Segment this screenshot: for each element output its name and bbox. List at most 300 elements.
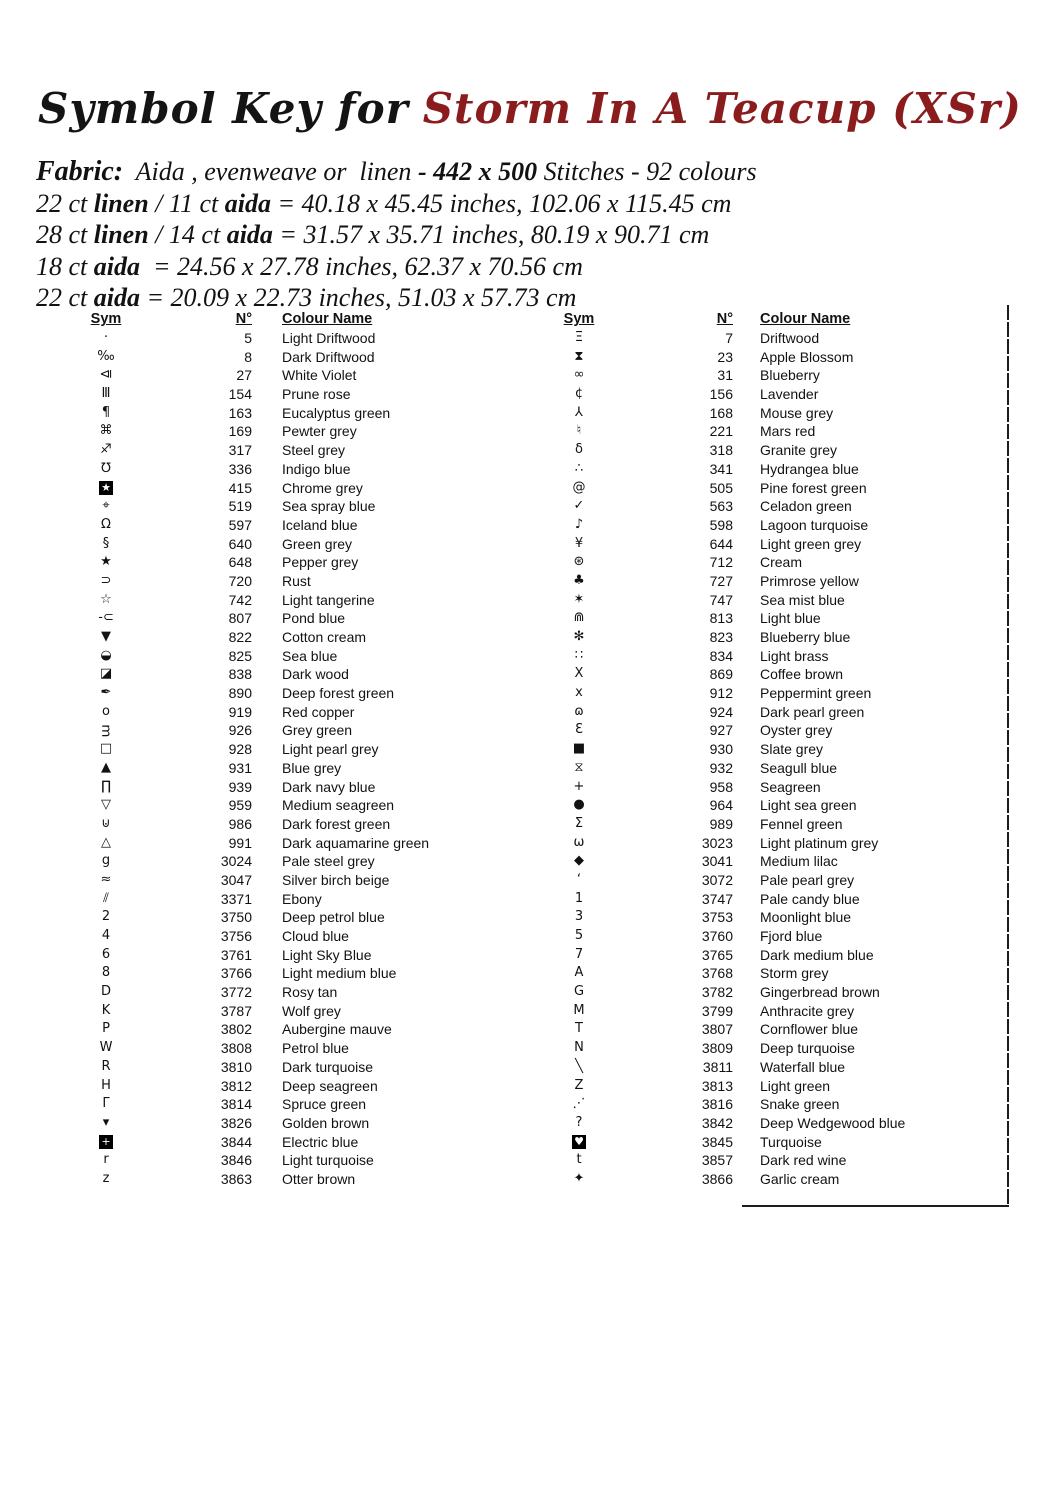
table-row <box>60 740 538 759</box>
fabric-text-segment: Stitches - 92 colours <box>537 157 757 186</box>
thread-number: 869 <box>709 666 733 683</box>
table-row <box>545 740 1007 759</box>
colour-name: Peppermint green <box>760 685 872 702</box>
stitch-symbol: ⌖ <box>102 498 110 514</box>
table-row <box>60 385 538 404</box>
thread-number: 23 <box>717 348 733 365</box>
thread-number: 3814 <box>220 1096 252 1113</box>
thread-number: 3766 <box>220 965 252 982</box>
thread-number: 168 <box>709 404 733 421</box>
stitch-symbol: △ <box>101 834 111 850</box>
thread-number: 318 <box>709 442 733 459</box>
stitch-symbol: G <box>573 984 585 1000</box>
table-row <box>545 1002 1007 1021</box>
colour-name: Indigo blue <box>282 460 351 477</box>
table-row <box>60 535 538 554</box>
thread-number: 3844 <box>220 1133 252 1150</box>
thread-number: 989 <box>709 815 733 832</box>
thread-number: 3845 <box>701 1133 733 1150</box>
table-row <box>60 479 538 498</box>
thread-number: 928 <box>228 741 252 758</box>
colour-name: Light turquoise <box>282 1152 374 1169</box>
thread-number: 505 <box>709 479 733 496</box>
stitch-symbol: ∴ <box>574 460 584 476</box>
colour-name: Storm grey <box>760 965 829 982</box>
thread-number: 156 <box>709 386 733 403</box>
thread-number: 7 <box>725 330 733 346</box>
table-row <box>60 703 538 722</box>
table-row <box>60 1170 538 1189</box>
stitch-symbol: N <box>574 1040 584 1056</box>
colour-name: Light Driftwood <box>282 330 376 346</box>
stitch-symbol: ♮ <box>576 423 582 439</box>
colour-name: White Violet <box>282 367 357 384</box>
colour-name: Cream <box>760 554 803 571</box>
stitch-symbol-inverted: ♥ <box>572 1135 586 1149</box>
fabric-text-segment: 22 ct <box>36 188 94 218</box>
table-header-right <box>545 310 1007 329</box>
stitch-symbol: ⋰ <box>572 1096 586 1112</box>
colour-name: Sea mist blue <box>760 591 845 608</box>
fabric-text-segment: linen <box>93 220 149 249</box>
table-row <box>545 759 1007 778</box>
table-row <box>60 927 538 946</box>
colour-name: Deep petrol blue <box>282 909 385 926</box>
stitch-symbol: □ <box>99 741 113 757</box>
thread-number: 919 <box>228 703 252 720</box>
colour-name: Wolf grey <box>282 1002 341 1019</box>
table-row <box>60 516 538 535</box>
colour-name: Prune rose <box>282 386 351 403</box>
table-row <box>545 815 1007 834</box>
thread-number: 5 <box>244 330 252 346</box>
thread-number: 3772 <box>220 984 252 1001</box>
fabric-line <box>36 219 1036 251</box>
stitch-symbol: @ <box>572 479 586 495</box>
thread-number: 807 <box>228 610 252 627</box>
stitch-symbol: ● <box>573 797 585 813</box>
table-row <box>545 890 1007 909</box>
table-row <box>545 385 1007 404</box>
stitch-symbol: o <box>102 703 110 719</box>
colour-name: Cotton cream <box>282 629 367 645</box>
table-row <box>60 441 538 460</box>
colour-name: Light pearl grey <box>282 741 379 758</box>
stitch-symbol: ∷ <box>574 647 584 663</box>
stitch-symbol: ✻ <box>573 629 585 644</box>
thread-number: 317 <box>228 442 252 459</box>
stitch-symbol <box>60 1133 152 1152</box>
stitch-symbol: ɷ <box>574 703 584 719</box>
stitch-symbol: 2 <box>101 909 111 925</box>
symbol-table-left <box>60 310 538 1189</box>
stitch-symbol: ▼ <box>101 629 111 644</box>
thread-number: 931 <box>228 759 252 776</box>
stitch-symbol: ω <box>573 834 585 850</box>
table-row <box>545 1151 1007 1170</box>
thread-number: 959 <box>228 797 252 814</box>
colour-name: Green grey <box>282 535 353 552</box>
table-row <box>545 535 1007 554</box>
colour-name: Light Sky Blue <box>282 946 372 963</box>
stitch-symbol: Ⅹ <box>574 666 584 682</box>
table-row <box>545 983 1007 1002</box>
thread-number: 648 <box>228 554 252 571</box>
stitch-symbol: 5 <box>574 928 584 943</box>
col-header-sym: Sym <box>90 311 122 327</box>
table-row <box>545 1077 1007 1096</box>
table-row <box>545 964 1007 983</box>
fabric-text-segment: aida <box>226 220 273 249</box>
stitch-symbol: t <box>576 1152 582 1168</box>
stitch-symbol-inverted: + <box>99 1135 113 1149</box>
colour-name: Otter brown <box>282 1170 356 1187</box>
fabric-text-segment: = 20.09 x 22.73 inches, 51.03 x 57.73 cm <box>140 283 577 312</box>
title-prefix: Symbol Key for <box>38 84 409 133</box>
colour-name: Grey green <box>282 722 353 739</box>
colour-name: Apple Blossom <box>760 348 854 365</box>
stitch-symbol: ✦ <box>573 1170 585 1186</box>
colour-name: Light sea green <box>760 797 857 814</box>
stitch-symbol: 3 <box>574 909 584 925</box>
colour-name: Cornflower blue <box>760 1021 859 1038</box>
fabric-info <box>36 156 1036 314</box>
table-row <box>545 441 1007 460</box>
stitch-symbol: T <box>575 1021 583 1037</box>
fabric-line <box>36 251 1036 283</box>
colour-name: Dark pearl green <box>760 703 865 720</box>
thread-number: 221 <box>709 423 733 440</box>
stitch-symbol: ¶ <box>101 404 111 420</box>
table-row <box>60 834 538 853</box>
thread-number: 3747 <box>701 890 733 907</box>
table-body-right <box>545 329 1007 1189</box>
stitch-symbol: W <box>99 1040 113 1056</box>
thread-number: 3846 <box>220 1152 252 1169</box>
stitch-symbol: ◒ <box>100 647 112 663</box>
table-row <box>60 628 538 647</box>
thread-number: 813 <box>709 610 733 627</box>
stitch-symbol <box>60 479 152 498</box>
colour-name: Dark red wine <box>760 1152 847 1169</box>
stitch-symbol: H <box>101 1077 111 1093</box>
colour-name: Rust <box>282 572 311 589</box>
stitch-symbol: K <box>101 1002 111 1018</box>
col-header-number: N° <box>716 311 733 327</box>
thread-number: 3761 <box>220 946 252 963</box>
colour-name: Anthracite grey <box>760 1002 855 1019</box>
fabric-line <box>36 156 1036 188</box>
thread-number: 986 <box>228 815 252 832</box>
colour-name: Light green grey <box>760 535 862 552</box>
stitch-symbol: ⊍ <box>101 815 111 831</box>
table-row <box>60 591 538 610</box>
thread-number: 3750 <box>220 909 252 926</box>
table-row <box>60 1020 538 1039</box>
thread-number: 336 <box>228 460 252 477</box>
thread-number: 3072 <box>701 871 733 888</box>
thread-number: 727 <box>709 572 733 589</box>
fabric-text-segment: aida <box>224 188 271 218</box>
thread-number: 3768 <box>701 965 733 982</box>
colour-name: Pale steel grey <box>282 853 375 870</box>
thread-number: 834 <box>709 647 733 664</box>
thread-number: 3802 <box>220 1021 252 1038</box>
colour-name: Celadon green <box>760 498 852 515</box>
colour-name: Deep forest green <box>282 685 395 702</box>
colour-name: Light medium blue <box>282 965 397 982</box>
thread-number: 742 <box>228 591 252 608</box>
table-row <box>60 647 538 666</box>
stitch-symbol: ★ <box>100 554 112 570</box>
colour-name: Fennel green <box>760 815 843 832</box>
colour-name: Light green <box>760 1077 831 1094</box>
stitch-symbol: ¢ <box>574 386 584 402</box>
stitch-symbol: z <box>102 1170 110 1186</box>
colour-name: Lavender <box>760 386 819 403</box>
stitch-symbol: Z <box>574 1077 584 1093</box>
thread-number: 519 <box>228 498 252 515</box>
thread-number: 8 <box>244 348 252 365</box>
table-row <box>60 1114 538 1133</box>
table-row <box>545 329 1007 348</box>
stitch-symbol: ⅄ <box>575 404 583 420</box>
colour-name: Electric blue <box>282 1133 359 1150</box>
fabric-text-segment: - 442 x 500 <box>417 157 538 186</box>
table-border-vertical <box>1007 305 1009 1207</box>
stitch-symbol: D <box>100 984 111 1000</box>
colour-name: Rosy tan <box>282 984 338 1001</box>
colour-name: Pewter grey <box>282 423 357 440</box>
colour-name: Fjord blue <box>760 928 823 944</box>
colour-name: Blueberry <box>760 367 820 384</box>
stitch-symbol: ⫽ <box>103 890 109 906</box>
colour-name: Pale pearl grey <box>760 871 855 888</box>
table-row <box>60 665 538 684</box>
table-row <box>60 1002 538 1021</box>
title-pattern-name: Storm In A Teacup (XSr) <box>422 84 1022 133</box>
colour-name: Mars red <box>760 423 816 440</box>
colour-name: Golden brown <box>282 1114 370 1131</box>
col-header-colour-name: Colour Name <box>282 311 373 327</box>
thread-number: 3371 <box>220 890 252 907</box>
stitch-symbol: ¥ <box>574 535 584 551</box>
table-border-bottom <box>742 1205 1009 1207</box>
colour-name: Ebony <box>282 890 322 907</box>
colour-name: Dark medium blue <box>760 946 874 963</box>
stitch-symbol: ⧗ <box>574 348 584 364</box>
thread-number: 712 <box>709 554 733 571</box>
table-row <box>60 1058 538 1077</box>
stitch-symbol: ʻ <box>576 871 582 887</box>
table-row <box>60 796 538 815</box>
stitch-symbol: + <box>573 778 585 794</box>
stitch-symbol: ? <box>575 1114 583 1130</box>
table-row <box>60 497 538 516</box>
thread-number: 154 <box>228 386 252 403</box>
thread-number: 598 <box>709 516 733 533</box>
thread-number: 163 <box>228 404 252 421</box>
table-row <box>545 1114 1007 1133</box>
stitch-symbol-inverted: ★ <box>99 481 113 495</box>
page-title <box>0 84 1060 133</box>
stitch-symbol: ℧ <box>101 460 111 476</box>
table-body-left <box>60 329 538 1189</box>
colour-name: Chrome grey <box>282 479 363 496</box>
thread-number: 747 <box>709 591 733 608</box>
table-row <box>60 1039 538 1058</box>
thread-number: 939 <box>228 778 252 795</box>
colour-name: Granite grey <box>760 442 838 459</box>
thread-number: 3826 <box>220 1114 252 1131</box>
thread-number: 927 <box>709 722 733 739</box>
table-row <box>545 460 1007 479</box>
colour-name: Pale candy blue <box>760 890 860 907</box>
table-header-left <box>60 310 538 329</box>
fabric-text-segment: Aida , evenweave or linen <box>123 157 418 186</box>
table-row <box>545 796 1007 815</box>
thread-number: 3023 <box>701 834 733 851</box>
colour-name: Driftwood <box>760 330 820 346</box>
stitch-symbol: M <box>573 1002 585 1018</box>
table-row <box>60 348 538 367</box>
table-row <box>545 404 1007 423</box>
stitch-symbol: ✶ <box>573 591 585 607</box>
table-row <box>60 684 538 703</box>
table-row <box>60 908 538 927</box>
stitch-symbol: δ <box>575 442 583 458</box>
stitch-symbol: 6 <box>101 946 111 962</box>
col-header-number: N° <box>235 311 252 327</box>
colour-name: Lagoon turquoise <box>760 516 869 533</box>
thread-number: 3816 <box>701 1096 733 1113</box>
table-row <box>545 1095 1007 1114</box>
stitch-symbol: ⋒ <box>573 610 585 626</box>
stitch-symbol: ✓ <box>573 498 585 514</box>
colour-name: Coffee brown <box>760 666 844 683</box>
thread-number: 3753 <box>701 909 733 926</box>
thread-number: 563 <box>709 498 733 515</box>
fabric-text-segment: 18 ct <box>36 251 94 281</box>
colour-name: Eucalyptus green <box>282 404 391 421</box>
table-row <box>545 553 1007 572</box>
colour-name: Primrose yellow <box>760 572 859 589</box>
table-row <box>60 366 538 385</box>
thread-number: 3842 <box>701 1114 733 1131</box>
stitch-symbol: R <box>101 1058 111 1074</box>
thread-number: 3782 <box>701 984 733 1001</box>
fabric-text-segment: = 24.56 x 27.78 inches, 62.37 x 70.56 cm <box>140 251 583 281</box>
thread-number: 924 <box>709 703 733 720</box>
table-row <box>60 778 538 797</box>
stitch-symbol: Ⅲ <box>101 386 111 402</box>
table-row <box>60 890 538 909</box>
thread-number: 838 <box>228 666 252 683</box>
table-row <box>60 404 538 423</box>
fabric-text-segment: aida <box>93 251 140 281</box>
colour-name: Oyster grey <box>760 722 833 739</box>
thread-number: 341 <box>709 460 733 477</box>
stitch-symbol: x <box>575 685 583 701</box>
stitch-symbol: Ω <box>101 516 111 532</box>
table-row <box>545 1133 1007 1152</box>
colour-name: Sea spray blue <box>282 498 376 515</box>
stitch-symbol: g <box>101 853 111 869</box>
table-row <box>545 1170 1007 1189</box>
table-row <box>545 1020 1007 1039</box>
thread-number: 3765 <box>701 946 733 963</box>
table-row <box>545 497 1007 516</box>
stitch-symbol: 4 <box>101 928 111 943</box>
fabric-text-segment: / 11 ct <box>148 188 225 218</box>
col-header-colour-name: Colour Name <box>760 311 851 327</box>
stitch-symbol: ▾ <box>102 1114 110 1130</box>
table-row <box>545 1039 1007 1058</box>
colour-name: Deep turquoise <box>760 1040 855 1057</box>
thread-number: 3811 <box>702 1058 733 1075</box>
thread-number: 823 <box>709 629 733 645</box>
table-row <box>545 628 1007 647</box>
colour-name: Spruce green <box>282 1096 367 1113</box>
table-row <box>60 871 538 890</box>
thread-number: 926 <box>228 722 252 739</box>
table-row <box>545 479 1007 498</box>
thread-number: 3024 <box>220 853 252 870</box>
thread-number: 991 <box>228 834 252 851</box>
thread-number: 597 <box>228 516 252 533</box>
stitch-symbol: ᴟ <box>101 722 111 738</box>
table-row <box>545 591 1007 610</box>
fabric-text-segment: Fabric: <box>36 156 124 187</box>
table-row <box>60 852 538 871</box>
thread-number: 644 <box>709 535 733 552</box>
stitch-symbol: ╲ <box>575 1058 583 1074</box>
colour-name: Steel grey <box>282 442 346 459</box>
thread-number: 720 <box>228 572 252 589</box>
colour-name: Pine forest green <box>760 479 867 496</box>
table-row <box>545 665 1007 684</box>
stitch-symbol: ⧏ <box>99 367 113 383</box>
colour-name: Dark turquoise <box>282 1058 374 1075</box>
stitch-symbol: ♪ <box>574 516 584 532</box>
table-row <box>545 927 1007 946</box>
stitch-symbol: ◆ <box>574 853 584 869</box>
stitch-symbol: A <box>574 965 584 981</box>
stitch-symbol: ♣ <box>573 572 585 588</box>
thread-number: 930 <box>709 741 733 758</box>
stitch-symbol: ▽ <box>101 797 111 813</box>
stitch-symbol: Σ <box>574 815 584 831</box>
stitch-symbol: ∏ <box>101 778 111 794</box>
thread-number: 169 <box>228 423 252 440</box>
colour-name: Aubergine mauve <box>282 1021 392 1038</box>
table-row <box>60 759 538 778</box>
table-row <box>60 422 538 441</box>
fabric-text-segment: 22 ct <box>36 283 94 312</box>
colour-name: Snake green <box>760 1096 840 1113</box>
table-row <box>545 778 1007 797</box>
colour-name: Hydrangea blue <box>760 460 859 477</box>
stitch-symbol: r <box>103 1152 109 1168</box>
stitch-symbol: ☆ <box>100 591 112 607</box>
table-row <box>60 609 538 628</box>
table-row <box>545 516 1007 535</box>
table-row <box>60 460 538 479</box>
colour-name: Sea blue <box>282 647 338 664</box>
table-row <box>545 422 1007 441</box>
stitch-symbol: ✒ <box>100 685 112 701</box>
fabric-text-segment: = 40.18 x 45.45 inches, 102.06 x 115.45 cm <box>270 188 732 218</box>
